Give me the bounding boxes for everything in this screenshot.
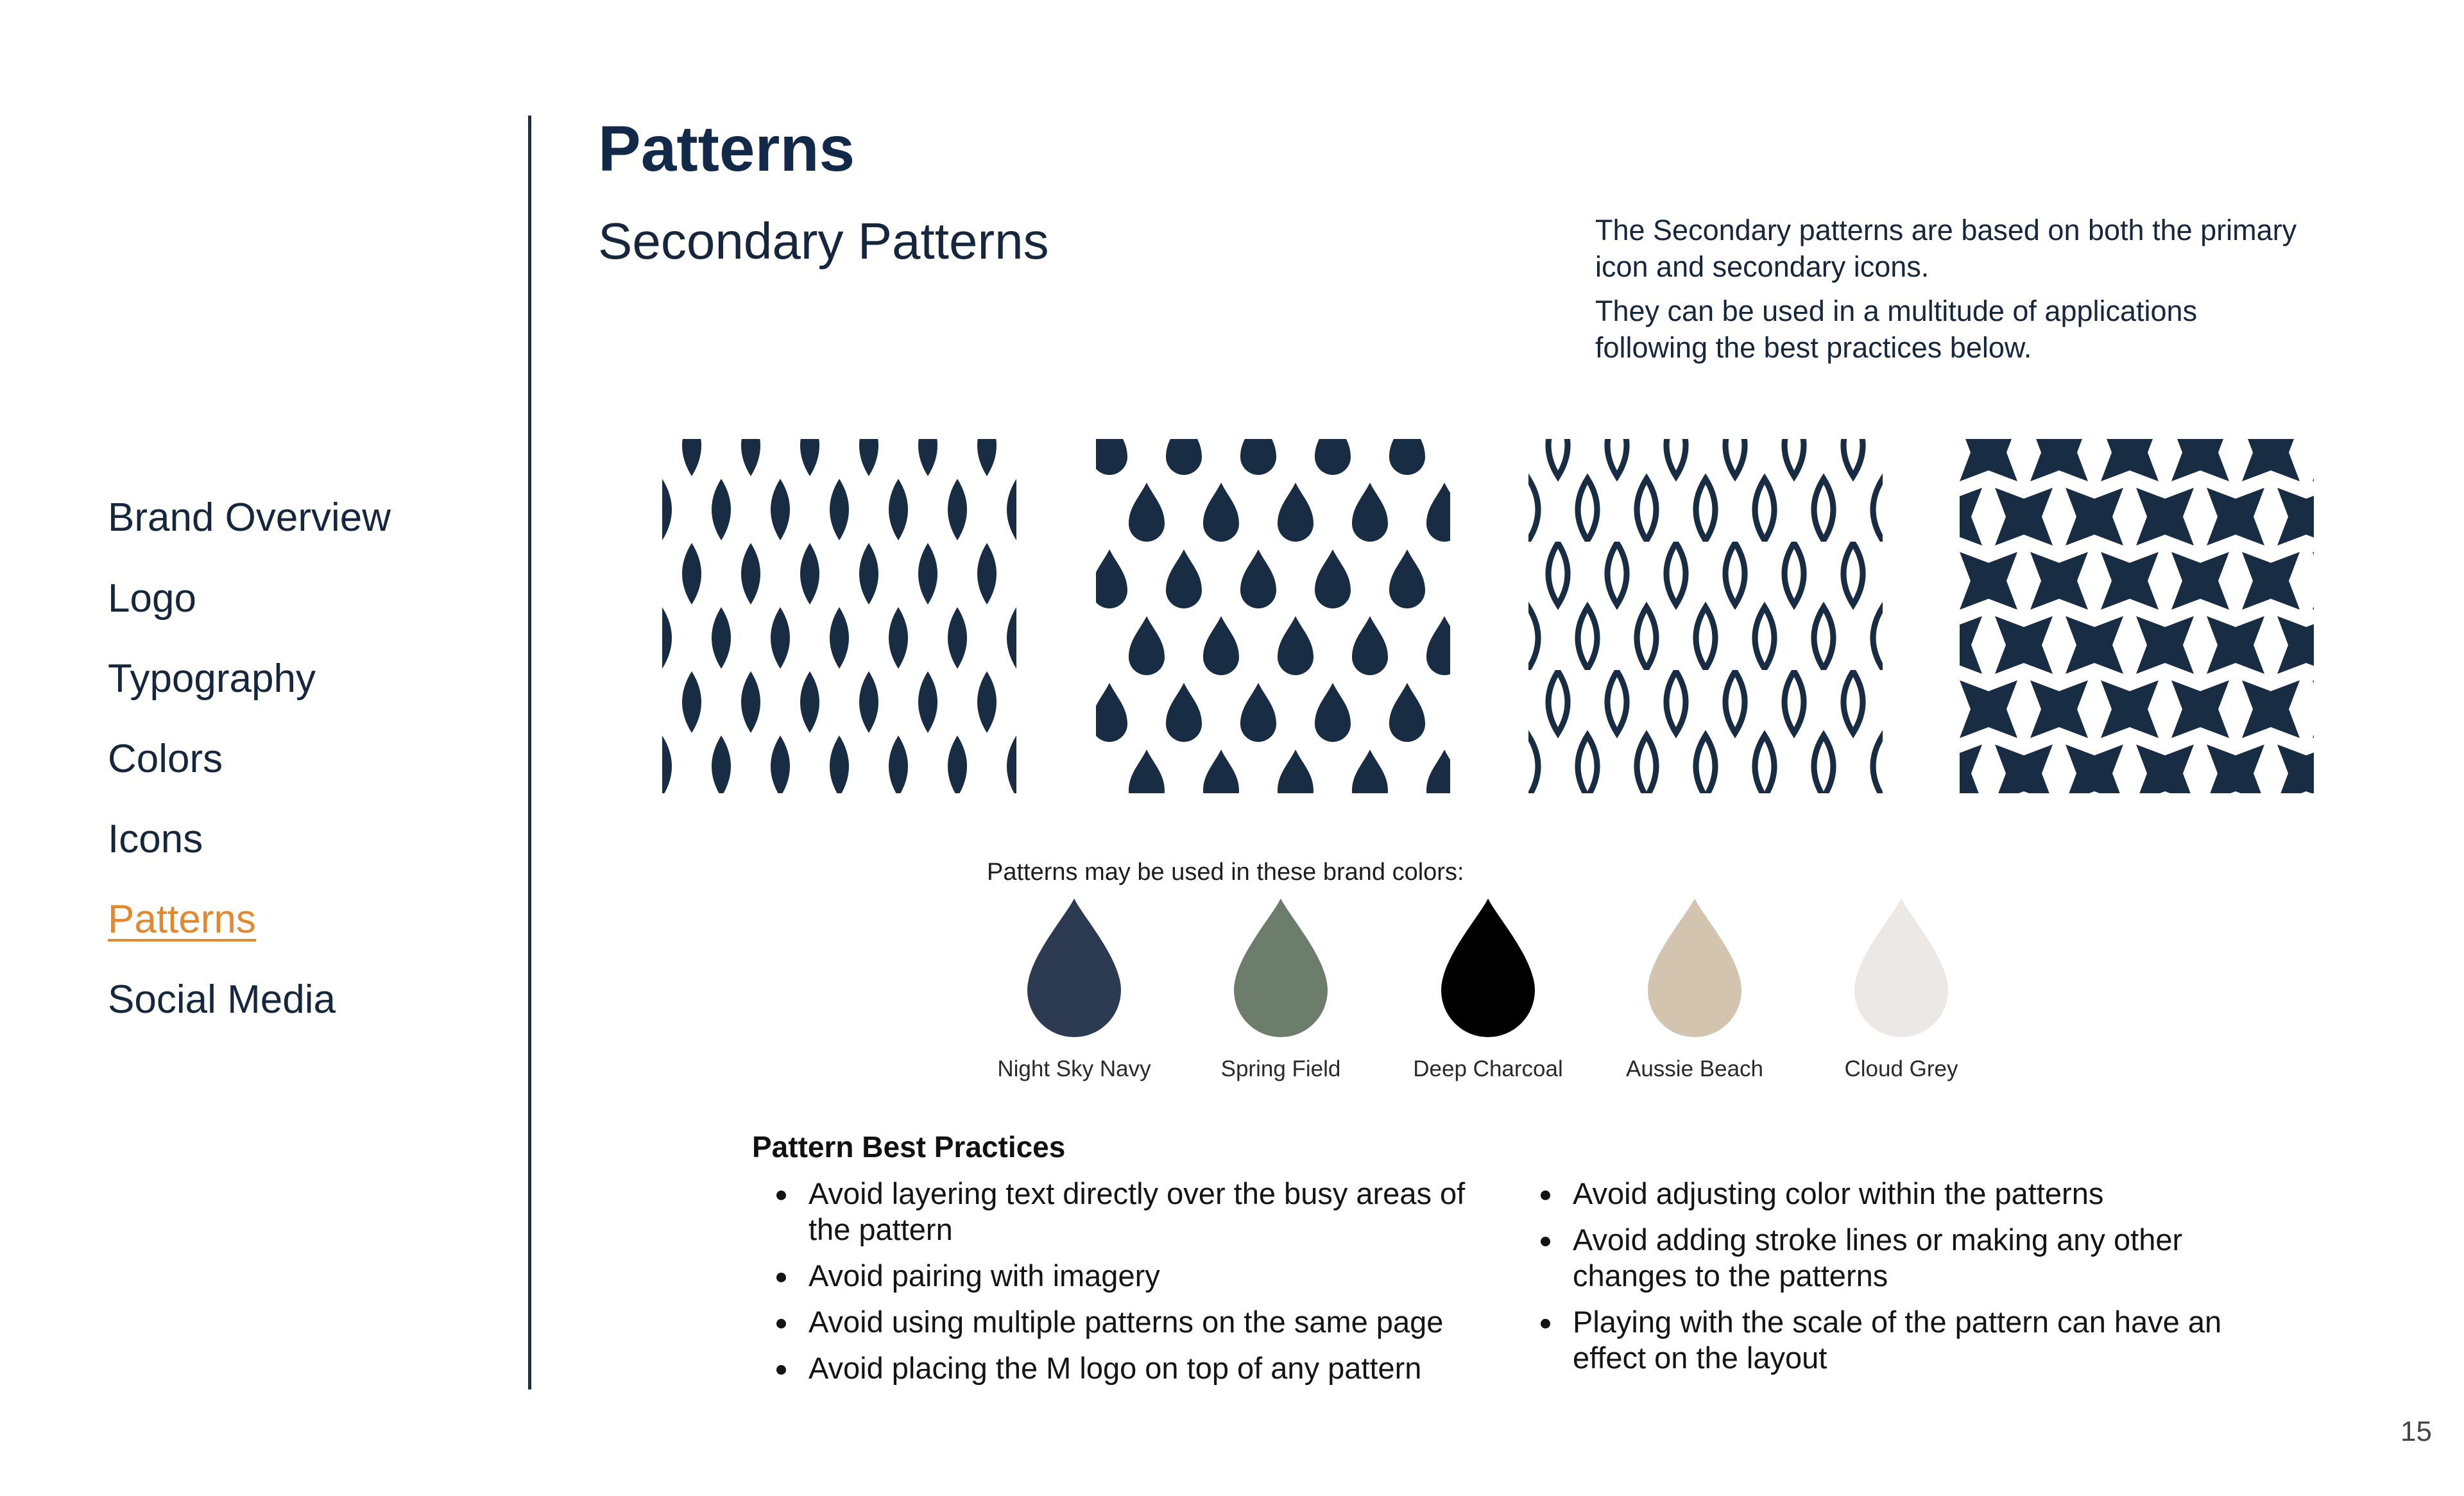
cloud-grey-swatch [1853,897,1949,1038]
nav-item-brand-overview[interactable]: Brand Overview [108,495,391,540]
list-item: Avoid using multiple patterns on the same page [752,1304,1496,1340]
intro-paragraph-2: They can be used in a multitude of applications following the best practices below. [1595,295,2198,364]
intro-paragraph-1: The Secondary patterns are based on both the primary icon and secondary icons. [1595,214,2297,283]
list-item: Avoid adding stroke lines or making any other changes to the patterns [1516,1222,2254,1294]
nav-item-patterns[interactable]: Patterns [108,897,256,941]
list-item: Playing with the scale of the pattern can have an effect on the layout [1516,1304,2254,1376]
swatch-drop [1027,898,1121,1037]
best-practices-title: Pattern Best Practices [752,1130,1066,1164]
star-grid-pattern-icon [1960,439,2314,793]
page-title: Patterns [598,113,855,185]
nav-item-social-media[interactable]: Social Media [108,977,336,1022]
nav-item-typography[interactable]: Typography [108,657,316,701]
list-item: Avoid placing the M logo on top of any pattern [752,1350,1496,1386]
swatch-label-cloud-grey: Cloud Grey [1844,1056,1958,1081]
swatch-drop [1441,898,1535,1037]
best-practices-list-right [1516,1176,2254,1386]
list-item: Avoid layering text directly over the busy areas of the pattern [752,1176,1496,1248]
drop-grid-pattern-icon [1096,439,1450,793]
swatch-label-deep-charcoal: Deep Charcoal [1413,1056,1563,1081]
aussie-beach-swatch [1647,897,1743,1038]
swatch-drop [1648,898,1741,1037]
nav-item-icons[interactable]: Icons [108,817,203,861]
outline-lattice-pattern-icon [1528,439,1883,793]
page-number: 15 [2400,1416,2432,1447]
nav-item-colors[interactable]: Colors [108,737,223,781]
intro-text [1595,212,2314,374]
night-sky-navy-swatch [1026,897,1122,1038]
spring-field-swatch [1233,897,1329,1038]
diamond-lattice-pattern-icon [662,439,1016,793]
sidebar-divider [528,116,531,1389]
deep-charcoal-swatch [1440,897,1536,1038]
nav-item-logo[interactable]: Logo [108,576,196,621]
page-subtitle: Secondary Patterns [598,212,1049,270]
brand-colors-caption: Patterns may be used in these brand colors: [987,859,1464,886]
swatch-drop [1234,898,1328,1037]
swatch-drop [1854,898,1948,1037]
swatch-label-night-sky-navy: Night Sky Navy [997,1056,1151,1081]
best-practices-list-left [752,1176,1496,1397]
swatch-label-aussie-beach: Aussie Beach [1625,1056,1764,1081]
swatch-label-spring-field: Spring Field [1220,1056,1341,1081]
list-item: Avoid adjusting color within the patterns [1516,1176,2254,1212]
list-item: Avoid pairing with imagery [752,1258,1496,1294]
